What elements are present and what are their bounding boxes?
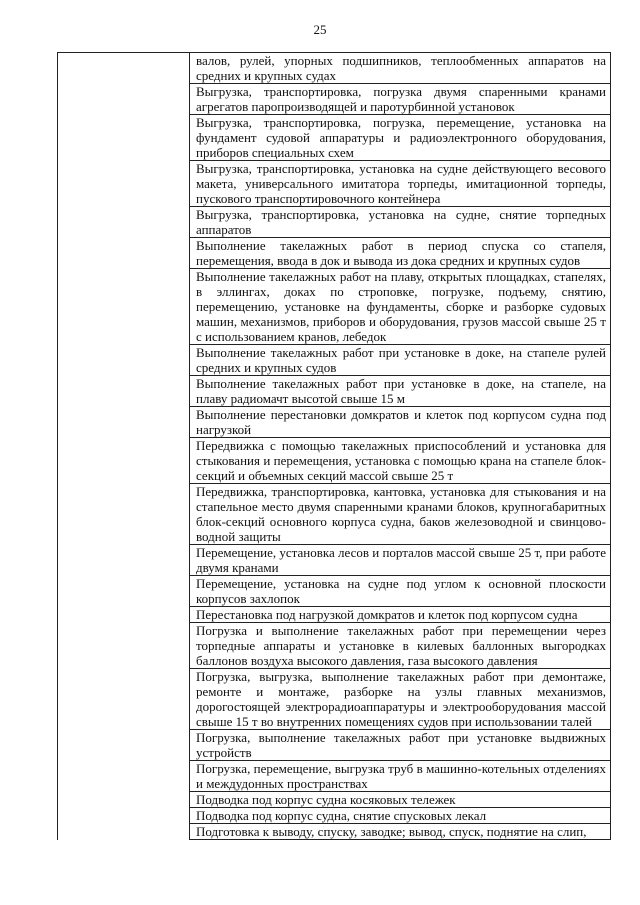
table-cell: Выгрузка, транспортировка, установка на судне действующего весового макета, универсального имитатора торпеды, имитационной торпеды, пускового транспортировочного контейнера (190, 161, 611, 207)
table-cell: Выгрузка, транспортировка, установка на судне, снятие торпедных аппаратов (190, 207, 611, 238)
table-cell: Погрузка, выгрузка, выполнение такелажных работ при демонтаже, ремонте и монтаже, разборке на узлы главных механизмов, дорогостоящей электрорадиоаппаратуры и электрооборудования массой свыше 15 т во внутренних помещениях судов при использовании талей (190, 669, 611, 730)
table-cell: Выполнение перестановки домкратов и клеток под корпусом судна под нагрузкой (190, 407, 611, 438)
page-number: 25 (313, 22, 327, 37)
table-cell: Выгрузка, транспортировка, погрузка, перемещение, установка на фундамент судовой аппаратуры и радиоэлектронного оборудования, приборов специальных схем (190, 115, 611, 161)
table-cell: Перемещение, установка лесов и порталов массой свыше 25 т, при работе двумя кранами (190, 545, 611, 576)
table-cell: Выполнение такелажных работ в период спуска со стапеля, перемещения, ввода в док и вывода из дока средних и крупных судов (190, 238, 611, 269)
table-cell: Выполнение такелажных работ при установке в доке, на стапеле, на плаву радиомачт высотой свыше 15 м (190, 376, 611, 407)
table-cell: Погрузка, выполнение такелажных работ при установке выдвижных устройств (190, 730, 611, 761)
table-cell: Выполнение такелажных работ при установке в доке, на стапеле рулей средних и крупных судов (190, 345, 611, 376)
table-cell: Подводка под корпус судна косяковых тележек (190, 792, 611, 808)
work-description-table (57, 52, 611, 840)
table-cell: Погрузка, перемещение, выгрузка труб в машинно-котельных отделениях и междудонных пространствах (190, 761, 611, 792)
table-cell: Перестановка под нагрузкой домкратов и клеток под корпусом судна (190, 607, 611, 623)
table-cell: Подводка под корпус судна, снятие спусковых лекал (190, 808, 611, 824)
table-cell: Выполнение такелажных работ на плаву, открытых площадках, стапелях, в эллингах, доках по строповке, погрузке, подъему, снятию, перемещению, установке на фундаменты, сборке и разборке судовых машин, механизмов, приборов и оборудования, грузов массой свыше 25 т с использованием кранов, лебедок (190, 269, 611, 345)
table-cell: Передвижка, транспортировка, кантовка, установка для стыкования и на стапельное место двумя спаренными кранами блоков, крупногабаритных блок-секций основного корпуса судна, баков железоводной и свинцово-водной защиты (190, 484, 611, 545)
table-cell: Передвижка с помощью такелажных приспособлений и установка для стыкования и перемещения, установка с помощью крана на стапеле блок-секций и объемных секций массой свыше 25 т (190, 438, 611, 484)
table-row (58, 53, 611, 84)
empty-left-column (58, 53, 190, 840)
table-cell: Подготовка к выводу, спуску, заводке; вывод, спуск, поднятие на слип, (190, 824, 611, 840)
table-cell: Перемещение, установка на судне под углом к основной плоскости корпусов захлопок (190, 576, 611, 607)
table-cell: Выгрузка, транспортировка, погрузка двумя спаренными кранами агрегатов паропроизводящей и паротурбинной установок (190, 84, 611, 115)
table-cell: Погрузка и выполнение такелажных работ при перемещении через торпедные аппараты и установке в килевых баллонных выгородках баллонов воздуха высокого давления, газа высокого давления (190, 623, 611, 669)
table-cell: валов, рулей, упорных подшипников, теплообменных аппаратов на средних и крупных судах (190, 53, 611, 84)
